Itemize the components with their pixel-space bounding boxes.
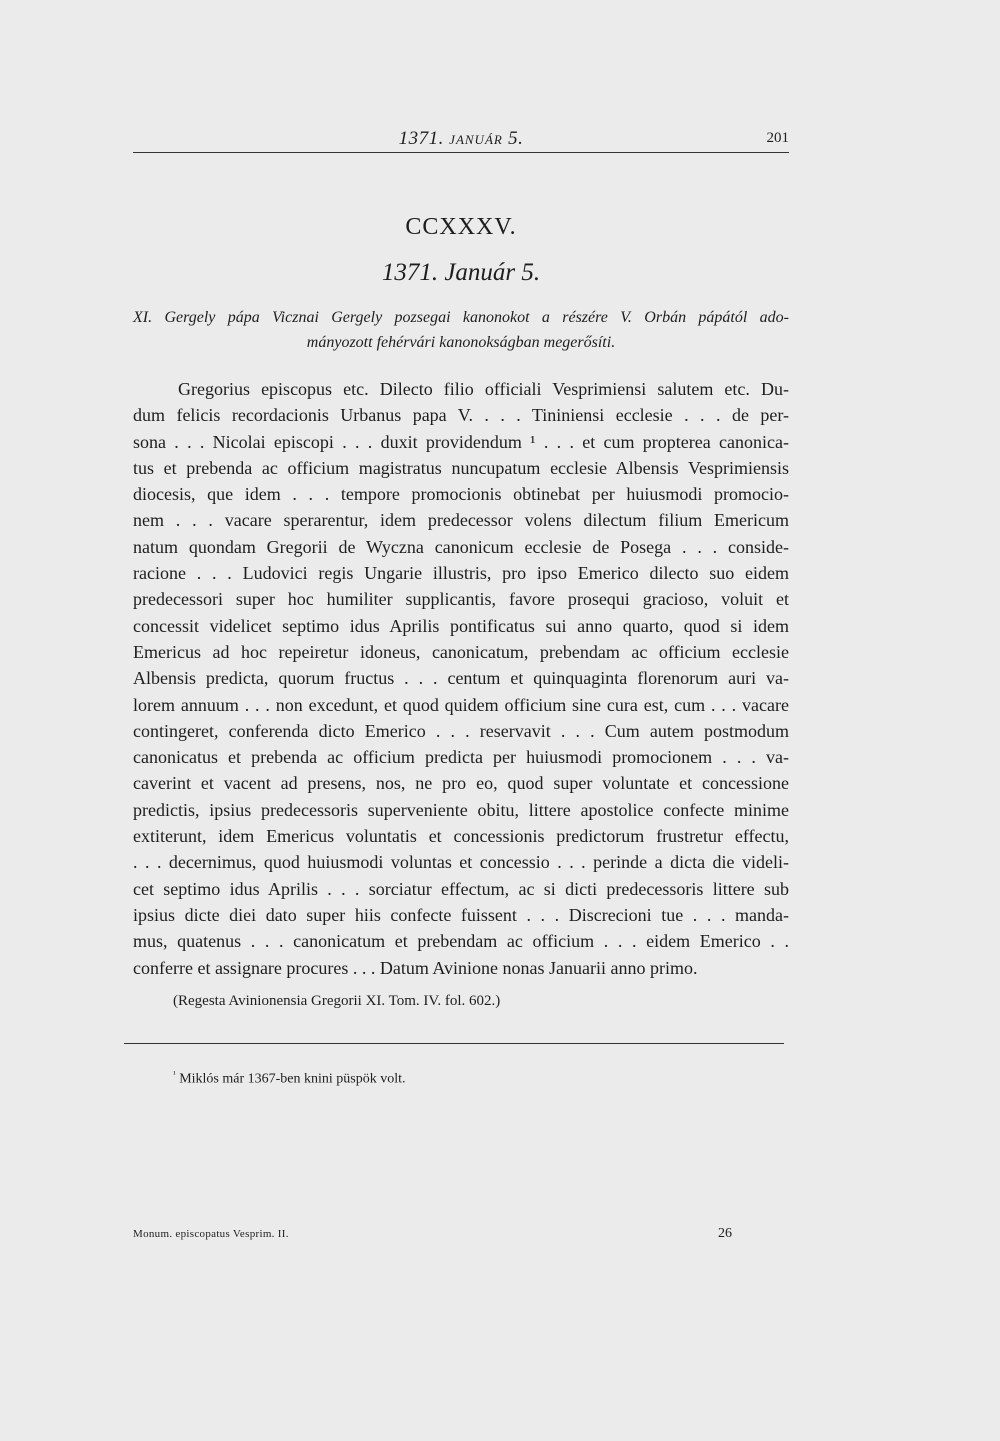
header-month: JANUÁR [449, 132, 503, 147]
body-line: lorem annuum . . . non excedunt, et quod quidem officium sine cura est, cum . . . vacare [133, 694, 789, 715]
body-line: Albensis predicta, quorum fructus . . . centum et quinquaginta florenorum auri va- [133, 668, 789, 689]
document-summary [133, 305, 789, 355]
page-number: 201 [766, 130, 789, 146]
sheet-number: 26 [718, 1226, 732, 1241]
summary-line: XI. Gergely pápa Vicznai Gergely pozsegai kanonokot a részére V. Orbán pápától ado- [133, 309, 789, 326]
body-line: Emericus ad hoc repeiretur idoneus, canonicatum, prebendam ac officium ecclesie [133, 641, 789, 662]
body-line: predictis, ipsius predecessoris superveniente obitu, littere apostolice confecte minime [133, 799, 789, 820]
header-year: 1371. [398, 128, 444, 149]
footnote [173, 1069, 406, 1088]
body-line: tus et prebenda ac officium magistratus nuncupatum ecclesie Albensis Vesprimiensis [133, 457, 789, 478]
body-line: canonicatus et prebenda ac officium predicta per huiusmodi promocionem . . . va- [133, 747, 789, 768]
footnote-text: Miklós már 1367-ben knini püspök volt. [179, 1071, 406, 1087]
body-line: mus, quatenus . . . canonicatum et prebendam ac officium . . . eidem Emerico . . [133, 931, 789, 952]
body-line: ipsius dicte diei dato super hiis confecte fuissent . . . Discrecioni tue . . . manda- [133, 904, 789, 925]
running-title [133, 128, 789, 150]
source-citation: (Regesta Avinionensia Gregorii XI. Tom. IV. fol. 602.) [173, 993, 501, 1009]
footnote-marker: ¹ [173, 1069, 176, 1079]
body-line: natum quondam Gregorii de Wyczna canonicum ecclesie de Posega . . . conside- [133, 536, 789, 557]
summary-line: mányozott fehérvári kanonokságban megerősíti. [306, 334, 616, 351]
body-line: concessit videlicet septimo idus Aprilis pontificatus sui anno quarto, quod si idem [133, 615, 789, 636]
document-number: CCXXXV. [405, 214, 517, 240]
body-line: Gregorius episcopus etc. Dilecto filio officiali Vesprimiensi salutem etc. Du- [178, 379, 789, 399]
body-line: conferre et assignare procures . . . Datum Avinione nonas Januarii anno primo. [133, 957, 698, 978]
running-header [133, 126, 789, 153]
body-line: racione . . . Ludovici regis Ungarie illustris, pro ipso Emerico dilecto suo eidem [133, 563, 789, 584]
body-line: nem . . . vacare sperarentur, idem predecessor volens dilectum filium Emericum [133, 510, 789, 531]
body-line: predecessori super hoc humiliter supplicantis, favore prosequi gracioso, voluit et [133, 589, 789, 610]
footnote-divider [124, 1043, 784, 1044]
body-line: contingeret, conferenda dicto Emerico . . . reservavit . . . Cum autem postmodum [133, 720, 789, 741]
body-line: extiterunt, idem Emericus voluntatis et concessionis predictorum frustretur effectu, [133, 826, 789, 847]
header-day: 5. [508, 128, 524, 149]
body-line: sona . . . Nicolai episcopi . . . duxit providendum ¹ . . . et cum propterea canonica- [133, 431, 789, 452]
document-date: 1371. Január 5. [381, 259, 541, 286]
body-line: diocesis, que idem . . . tempore promocionis obtinebat per huiusmodi promocio- [133, 484, 789, 505]
body-line: caverint et vacent ad presens, nos, ne pro eo, quod super voluntate et concessione [133, 773, 789, 794]
document-body [133, 376, 789, 981]
body-line: cet septimo idus Aprilis . . . sorciatur effectum, ac si dicti predecessoris littere sub [133, 878, 789, 899]
body-line: dum felicis recordacionis Urbanus papa V. . . . Tininiensi ecclesie . . . de per- [133, 405, 789, 426]
signature-mark: Monum. episcopatus Vesprim. II. [133, 1228, 289, 1240]
body-line: . . . decernimus, quod huiusmodi voluntas et concessio . . . perinde a dicta die videli- [133, 852, 789, 873]
